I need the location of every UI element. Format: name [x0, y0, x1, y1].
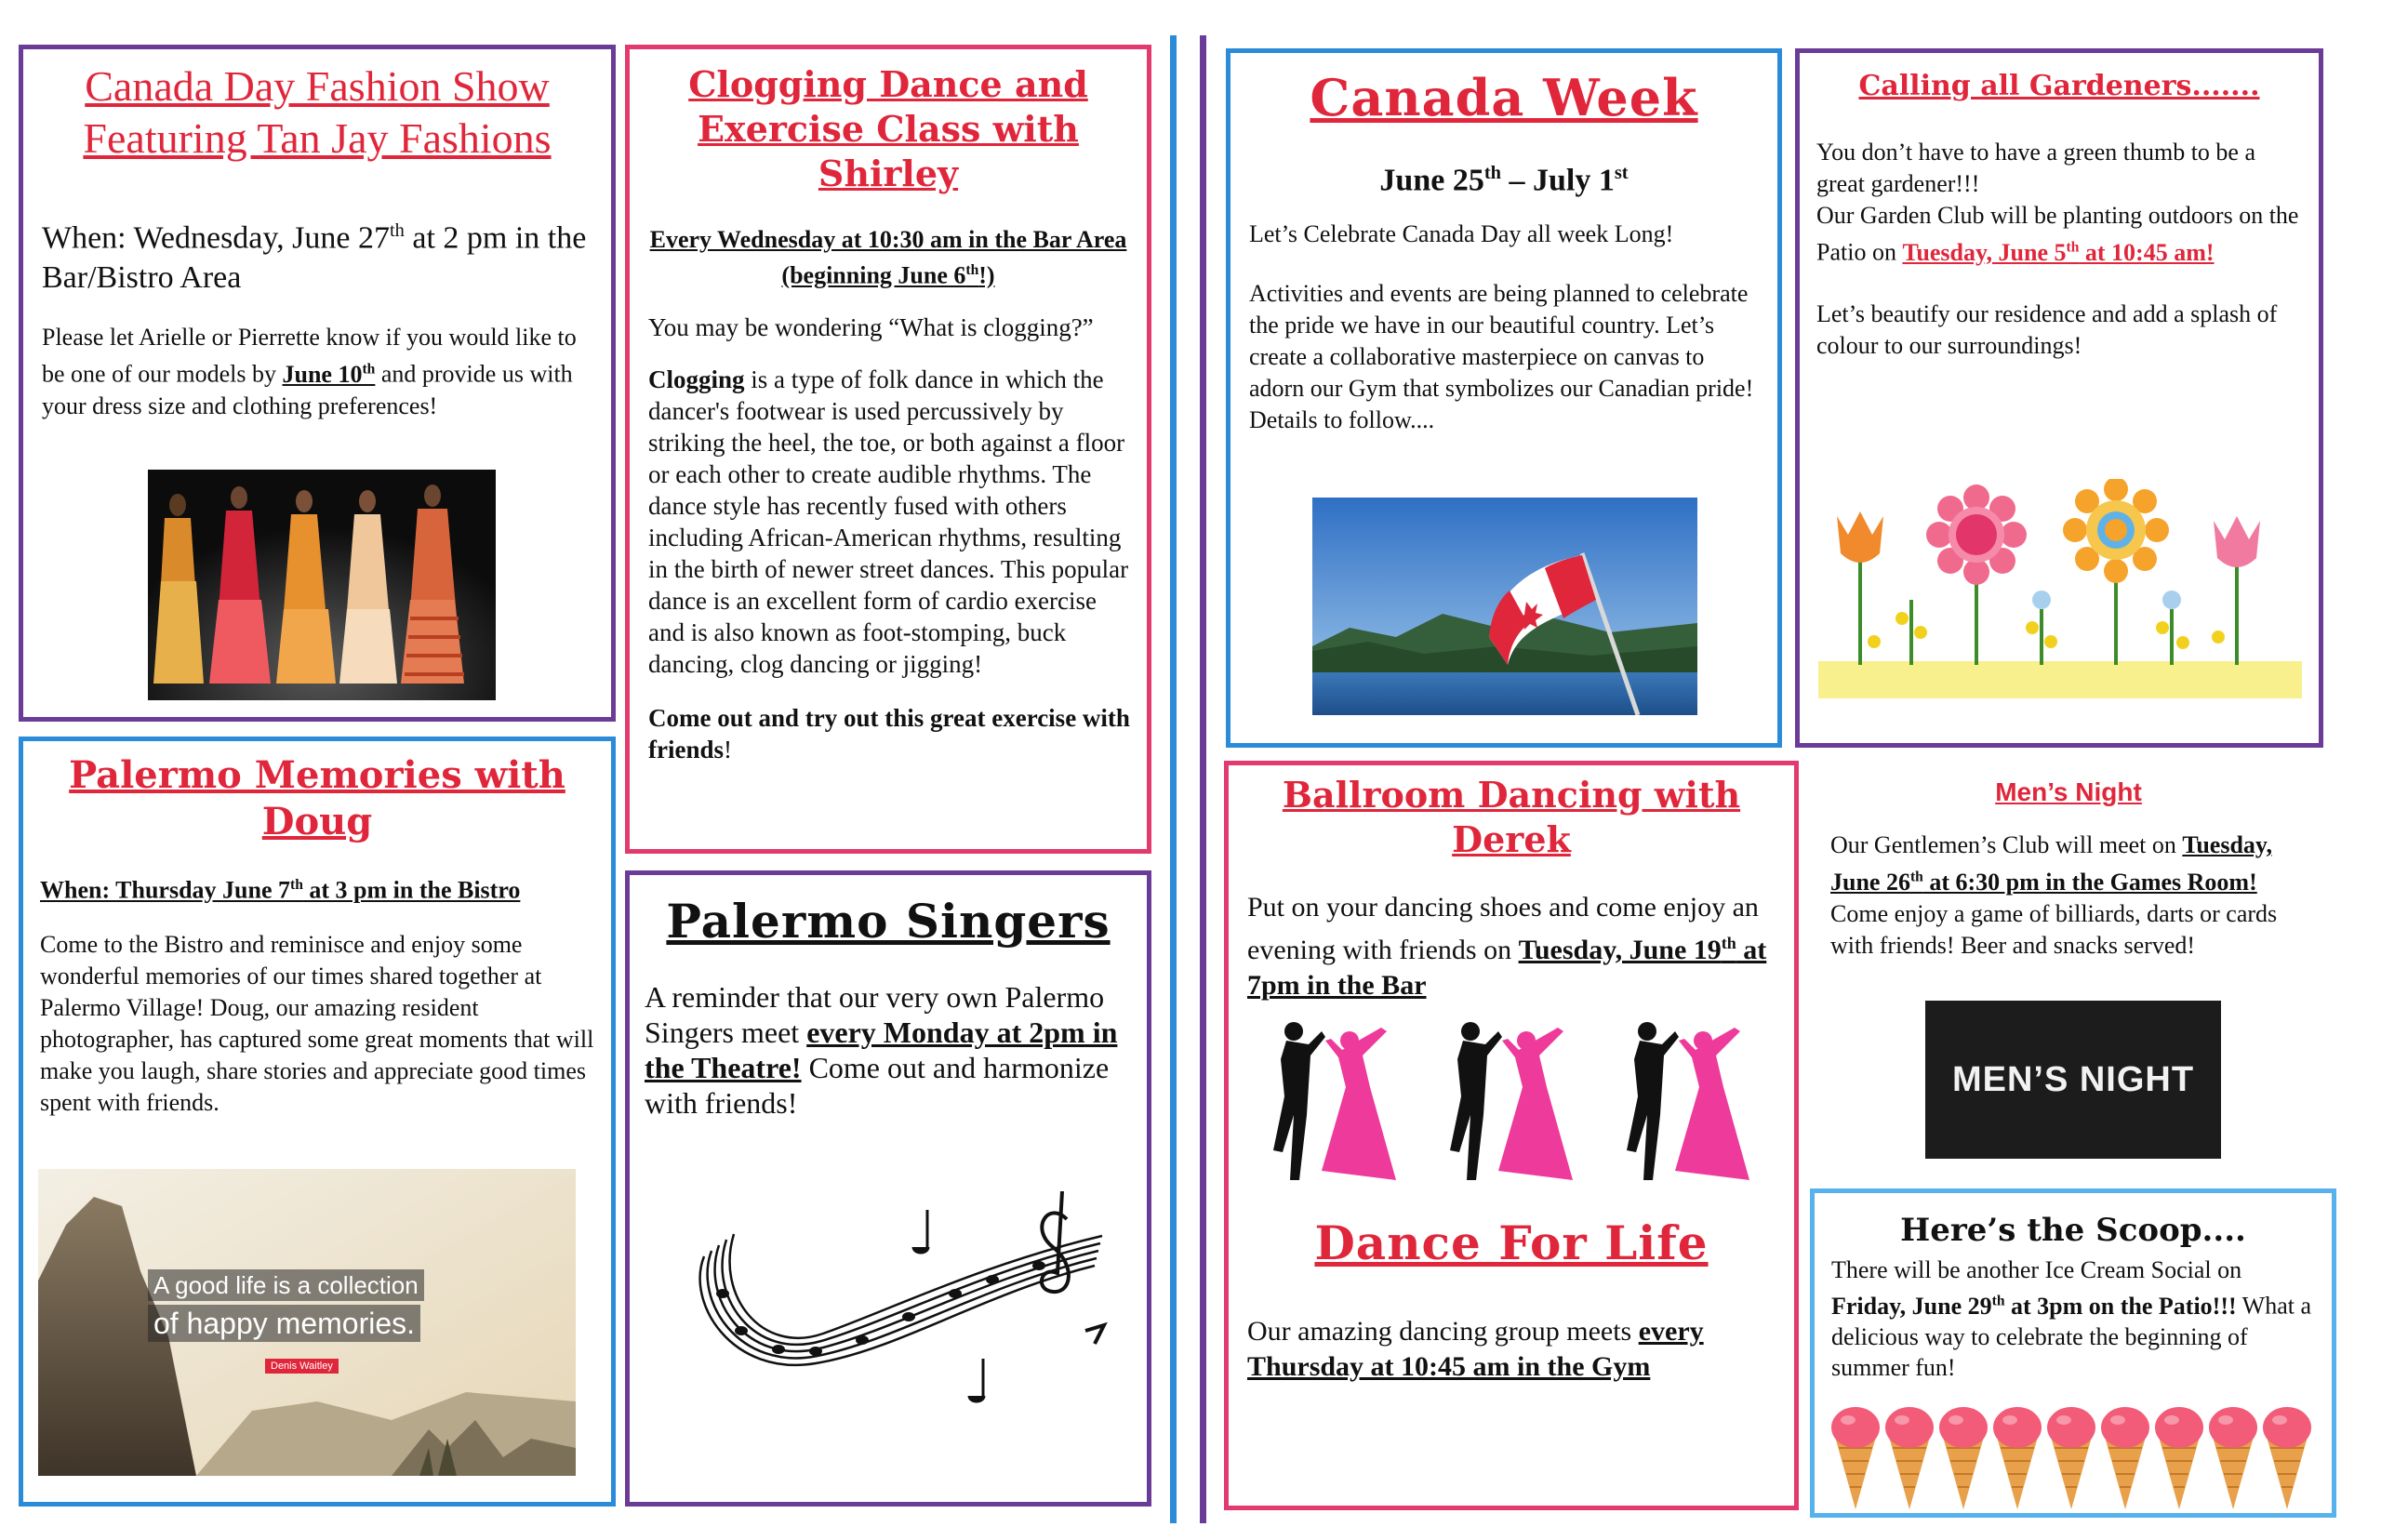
fashion-show-panel	[19, 45, 616, 722]
memories-body: Come to the Bistro and reminisce and enjoy some wonderful memories of our times shared together at Palermo Village! Doug, our amazing resident photographer, has captured some great moments that will make you laugh, share stories and appreciate good times spent with friends.	[40, 930, 594, 1116]
scoop-body: There will be another Ice Cream Social on Friday, June 29th at 3pm on the Patio!!! What a delicious way to celebrate the beginning of summer fun!	[1831, 1256, 2312, 1381]
canada-week-title: Canada Week	[1310, 68, 1698, 127]
gardeners-panel	[1795, 48, 2323, 748]
canada-week-p1: Let’s Celebrate Canada Day all week Long!	[1249, 220, 1674, 248]
gardeners-title: Calling all Gardeners.......	[1858, 70, 2260, 102]
gardeners-p3: Let’s beautify our residence and add a splash of colour to our surroundings!	[1816, 299, 2278, 359]
memories-when: When: Thursday June 7th at 3 pm in the Bistro	[40, 876, 521, 904]
memories-title: Palermo Memories with Doug	[69, 753, 565, 843]
memories-quote-photo	[38, 1169, 576, 1476]
ballroom-body: Put on your dancing shoes and come enjoy an evening with friends on Tuesday, June 19th at 7pm in the Bar	[1247, 892, 1767, 1001]
clogging-panel	[625, 45, 1151, 854]
canada-week-dates: June 25th – July 1st	[1379, 163, 1629, 198]
mens-night-badge: MEN’S NIGHT	[1925, 1001, 2221, 1159]
scoop-panel	[1810, 1188, 2336, 1518]
quote-line1: A good life is a collection	[148, 1269, 424, 1301]
gardeners-p1-p2: You don’t have to have a green thumb to be a great gardener!!! Our Garden Club will be planting outdoors on the Patio on Tuesday, June 5th at 10:45 am!	[1816, 139, 2299, 266]
fashion-when: When: Wednesday, June 27th at 2 pm in the Bar/Bistro Area	[42, 220, 587, 296]
mens-night-title: Men’s Night	[1995, 777, 2142, 806]
music-notes-graphic	[676, 1191, 1113, 1405]
singers-title: Palermo Singers	[666, 894, 1111, 949]
clogging-title: Clogging Dance and Exercise Class with Shirley	[688, 63, 1088, 194]
singers-panel	[625, 870, 1151, 1507]
clogging-cta: Come out and try out this great exercise with friends!	[648, 703, 1130, 763]
canada-week-p2: Activities and events are being planned to celebrate the pride we have in our beautiful country. Let’s create a collaborative masterpiece on canvas to adorn our Gym that symbolizes our Canadian pride! Details to follow....	[1249, 280, 1754, 434]
quote-author-badge: Denis Waitley	[265, 1359, 339, 1374]
fashion-title-line1: Canada Day Fashion Show	[85, 62, 550, 110]
fashion-title-line2: Featuring Tan Jay Fashions	[83, 114, 552, 162]
clogging-question: You may be wondering “What is clogging?”	[648, 312, 1094, 341]
canada-flag-photo	[1312, 498, 1697, 715]
dance-for-life-body: Our amazing dancing group meets every Thursday at 10:45 am in the Gym	[1247, 1316, 1704, 1382]
singers-body: A reminder that our very own Palermo Singers meet every Monday at 2pm in the Theatre! Come out and harmonize with friends!	[645, 980, 1118, 1120]
dresses-photo	[148, 470, 496, 700]
center-divider-blue	[1170, 35, 1177, 1523]
clogging-schedule: Every Wednesday at 10:30 am in the Bar Area (beginning June 6th!)	[649, 226, 1127, 289]
fashion-show-title	[23, 60, 611, 165]
mens-night-body: Our Gentlemen’s Club will meet on Tuesday, June 26th at 6:30 pm in the Games Room! Come enjoy a game of billiards, darts or cards with friends! Beer and snacks served!	[1830, 831, 2278, 959]
memories-panel	[19, 737, 616, 1507]
mens-night-panel	[1814, 763, 2323, 1179]
canada-week-panel	[1226, 48, 1782, 748]
clogging-definition: Clogging is a type of folk dance in which the dancer's footwear is used percussively by striking the heel, the toe, or both against a floor or each other to create audible rhythms. The dance style has recently fused with others including African-American rhythms, resulting in the birth of newer street dances. This popular dance is an excellent form of cardio exercise and is also known as foot-stomping, buck dancing, clog dancing or jigging!	[648, 365, 1129, 678]
ice-cream-cones-graphic	[1828, 1400, 2321, 1511]
flowers-graphic	[1818, 479, 2302, 702]
quote-line2: of happy memories.	[148, 1305, 420, 1342]
ballroom-panel	[1224, 761, 1799, 1510]
scoop-title: Here’s the Scoop....	[1900, 1212, 2246, 1249]
ballroom-dancers-graphic	[1257, 1013, 1768, 1189]
dance-for-life-title: Dance For Life	[1314, 1215, 1709, 1270]
ballroom-title: Ballroom Dancing with Derek	[1282, 774, 1741, 860]
fashion-body: Please let Arielle or Pierrette know if you would like to be one of our models by June 10th and provide us with your dress size and clothing preferences!	[42, 324, 577, 419]
center-divider-purple	[1200, 35, 1206, 1523]
